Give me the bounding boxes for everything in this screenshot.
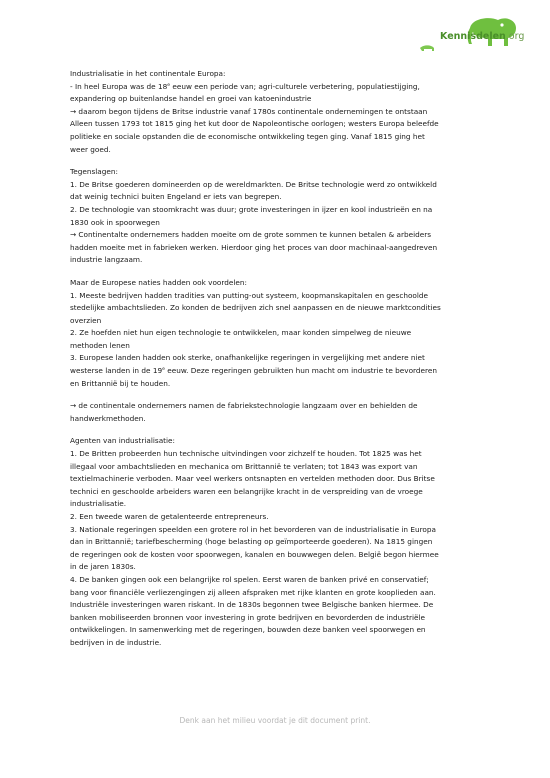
document-body (70, 68, 490, 660)
paragraph-conclusion (70, 400, 490, 425)
text-line: weer goed. (70, 144, 111, 154)
paragraph-voordelen (70, 277, 490, 390)
paragraph-tegenslagen (70, 166, 490, 267)
text-line: 3. Europese landen hadden ook sterke, onafhankelijke regeringen in vergelijking met andere niet (70, 353, 425, 363)
text-line: dat weinig technici buiten Engeland er iets van begrepen. (70, 192, 282, 202)
text-line: en Brittannië bij te houden. (70, 378, 171, 388)
text-line: → daarom begon tijdens de Britse industrie vanaf 1780s continentale ondernemingen te ontstaan (70, 106, 428, 116)
text-line: illegaal voor ambachtslieden en mechanica om Brittannië te verlaten; tot 1843 was export van (70, 461, 418, 471)
text-line: westerse landen in de 19e eeuw. Deze regeringen gebruikten hun macht om industrie te bevorderen (70, 366, 437, 376)
text-line: - In heel Europa was de 18e eeuw een periode van; agri-culturele verbetering, populatiestijging, (70, 81, 420, 91)
paragraph-agenten (70, 435, 490, 649)
text-line: 1830 ook in spoorwegen (70, 217, 160, 227)
text-line: dan in Brittannië; tariefbescherming (hoge belasting op geïmporteerde goederen). Na 1815 gingen (70, 537, 433, 547)
text-line: ontwikkelingen. In samenwerking met de regeringen, bouwden deze banken veel spoorwegen en (70, 625, 426, 635)
text-line: 1. Meeste bedrijven hadden tradities van putting-out systeem, koopmanskapitalen en geschoolde (70, 290, 429, 300)
text-line: de regeringen ook de kosten voor spoorwegen, kanalen en bouwwegen delen. België begon hiermee (70, 549, 439, 559)
text-line: in de jaren 1830s. (70, 562, 136, 572)
logo-text: Kennisdelen.org (440, 31, 525, 42)
text-line: industrie langzaam. (70, 255, 143, 265)
text-line: industrialisatie. (70, 499, 127, 509)
text-line: expandering op buitenlandse handel en groei van katoenindustrie (70, 94, 312, 104)
text-line: bedrijven in de industrie. (70, 637, 162, 647)
text-line: technici en geschoolde arbeiders waren een belangrijke kracht in de verspreiding van de vroege (70, 486, 423, 496)
text-line: 2. De technologie van stoomkracht was duur; grote investeringen in ijzer en kool industrieën en na (70, 204, 433, 214)
paragraph-intro (70, 68, 490, 156)
site-logo[interactable] (418, 14, 530, 52)
text-line: politieke en sociale opstanden die de economische ontwikkeling tegen ging. Vanaf 1815 ging het (70, 131, 425, 141)
text-line: overzien (70, 315, 102, 325)
text-line: hadden moeite met in fabrieken werken. Hierdoor ging het proces van door machinaal-aangedreven (70, 242, 438, 252)
section-heading: Maar de Europese naties hadden ook voordelen: (70, 277, 247, 287)
section-heading: Industrialisatie in het continentale Europa: (70, 69, 226, 78)
text-line: 2. Een tweede waren de getalenteerde entrepreneurs. (70, 512, 269, 521)
text-line: 3. Nationale regeringen speelden een grotere rol in het bevorderen van de industrialisatie in Europa (70, 524, 436, 534)
text-line: 1. De Britten probeerden hun technische uitvindingen voor zichzelf te houden. Tot 1825 was het (70, 449, 422, 459)
text-line: handwerkmethoden. (70, 413, 146, 423)
text-line: bang voor financiële verliezengingen zij alleen afspraken met rijke klanten en grote kooplieden aan. (70, 587, 436, 597)
text-line: Alleen tussen 1793 tot 1815 ging het kut door de Napoleontische oorlogen; westers Europa beleefde (70, 119, 439, 129)
text-line: methoden lenen (70, 340, 130, 350)
text-line: banken mobiliseerden bronnen voor investering in grote bedrijven en bevorderden de industriële (70, 612, 425, 622)
text-line: stedelijke ambachtslieden. Zo konden de bedrijven zich snel aanpassen en de nieuwe marktcondities (70, 303, 441, 313)
text-line: → Continentalte ondernemers hadden moeite om de grote sommen te kunnen betalen & arbeiders (70, 230, 432, 240)
section-heading: Tegenslagen: (70, 167, 118, 177)
text-line: textielmachinerie verboden. Maar veel werkers ontsnapten en vertelden methoden door. Dus Britse (70, 474, 435, 484)
text-line: 2. Ze hoefden niet hun eigen technologie te ontwikkelen, maar konden simpelweg de nieuwe (70, 328, 412, 338)
text-line: 4. De banken gingen ook een belangrijke rol spelen. Eerst waren de banken privé en conservatief; (70, 574, 429, 584)
footer-note: Denk aan het milieu voordat je dit document print. (179, 716, 371, 725)
text-line: Industriële investeringen waren riskant. In de 1830s begonnen twee Belgische banken hiermee. De (70, 600, 434, 610)
section-heading: Agenten van industrialisatie: (70, 436, 175, 446)
text-line: → de continentale ondernemers namen de fabriekstechnologie langzaam over en behielden de (70, 401, 418, 411)
text-line: 1. De Britse goederen domineerden op de wereldmarkten. De Britse technologie werd zo ontwikkeld (70, 179, 437, 189)
